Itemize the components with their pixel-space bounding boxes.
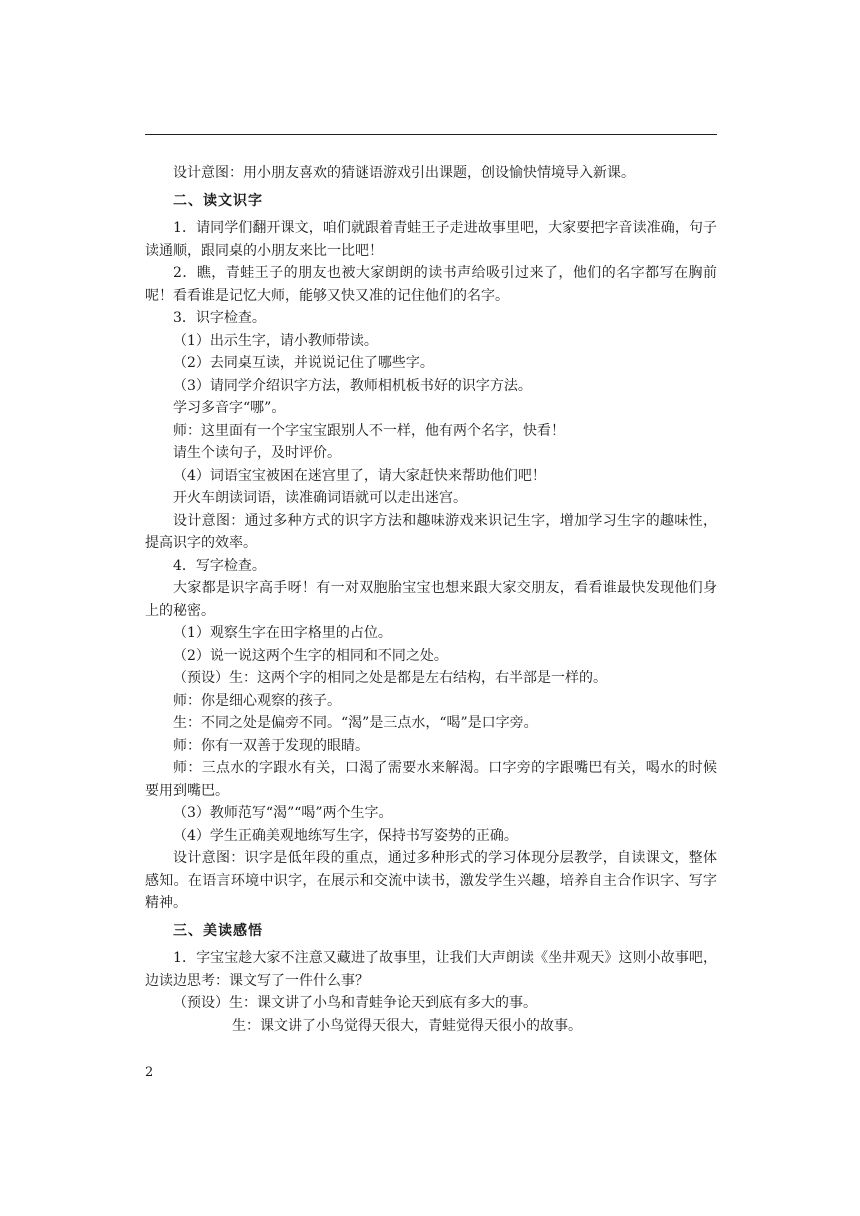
paragraph: （1）观察生字在田字格里的占位。 (173, 625, 392, 641)
paragraph: 1．字宝宝趁大家不注意又藏进了故事里，让我们大声朗读《坐井观天》这则小故事吧，边读边思考：课文写了一件什么事？ (145, 950, 717, 989)
section-heading: 三、美读感悟 (173, 922, 263, 939)
paragraph: 生：不同之处是偏旁不同。“渴”是三点水，“喝”是口字旁。 (173, 715, 538, 731)
paragraph: 生：课文讲了小鸟觉得天很大，青蛙觉得天很小的故事。 (232, 1017, 582, 1034)
paragraph: 1．请同学们翻开课文，咱们就跟着青蛙王子走进故事里吧，大家要把字音读准确，句子读通顺，跟同桌的小朋友来比一比吧！ (145, 220, 717, 259)
page-number: 2 (145, 1065, 154, 1080)
paragraph: 师：你有一双善于发现的眼睛。 (173, 737, 369, 754)
paragraph: 开火车朗读词语，读准确词语就可以走出迷宫。 (173, 490, 467, 506)
paragraph: （1）出示生字，请小教师带读。 (173, 332, 378, 349)
paragraph: 师：这里面有一个字宝宝跟别人不一样，他有两个名字，快看！ (173, 422, 565, 439)
paragraph: （预设）生：这两个字的相同之处是都是左右结构，右半部是一样的。 (173, 670, 607, 686)
paragraph: 师：你是细心观察的孩子。 (173, 692, 341, 709)
paragraph: （3）教师范写“渴”“喝”两个生字。 (173, 805, 393, 821)
paragraph: （3）请同学介绍识字方法，教师相机板书好的识字方法。 (173, 377, 532, 394)
paragraph: 设计意图：用小朋友喜欢的猜谜语游戏引出课题，创设愉快情境导入新课。 (173, 165, 635, 181)
paragraph: 大家都是识字高手呀！有一对双胞胎宝宝也想来跟大家交朋友，看看谁最快发现他们身上的秘密。 (145, 580, 717, 619)
paragraph: （2）说一说这两个生字的相同和不同之处。 (173, 647, 448, 664)
paragraph: （4）学生正确美观地练写生字，保持书写姿势的正确。 (173, 827, 518, 844)
paragraph: 设计意图：通过多种方式的识字方法和趣味游戏来识记生字，增加学习生字的趣味性，提高识字的效率。 (145, 512, 717, 551)
paragraph: （2）去同桌互读，并说说记住了哪些字。 (173, 355, 434, 371)
paragraph: （4）词语宝宝被困在迷宫里了，请大家赶快来帮助他们吧！ (173, 467, 546, 484)
paragraph: 设计意图：识字是低年段的重点，通过多种形式的学习体现分层教学，自读课文，整体感知。在语言环境中识字，在展示和交流中读书，激发学生兴趣，培养自主合作识字、写字精神。 (145, 850, 717, 911)
paragraph: （预设）生：课文讲了小鸟和青蛙争论天到底有多大的事。 (173, 995, 537, 1011)
header-rule (145, 134, 717, 135)
paragraph: 2．瞧，青蛙王子的朋友也被大家朗朗的读书声给吸引过来了，他们的名字都写在胸前呢！看看谁是记忆大师，能够又快又准的记住他们的名字。 (145, 265, 717, 304)
document-body (145, 162, 717, 1037)
paragraph: 3．识字检查。 (173, 310, 266, 326)
paragraph: 4．写字检查。 (173, 557, 266, 574)
paragraph: 学习多音字“哪”。 (173, 400, 286, 416)
section-heading: 二、读文识字 (173, 192, 263, 209)
paragraph: 请生个读句子，及时评价。 (173, 445, 341, 461)
paragraph: 师：三点水的字跟水有关，口渴了需要水来解渴。口字旁的字跟嘴巴有关，喝水的时候要用到嘴巴。 (145, 760, 717, 799)
